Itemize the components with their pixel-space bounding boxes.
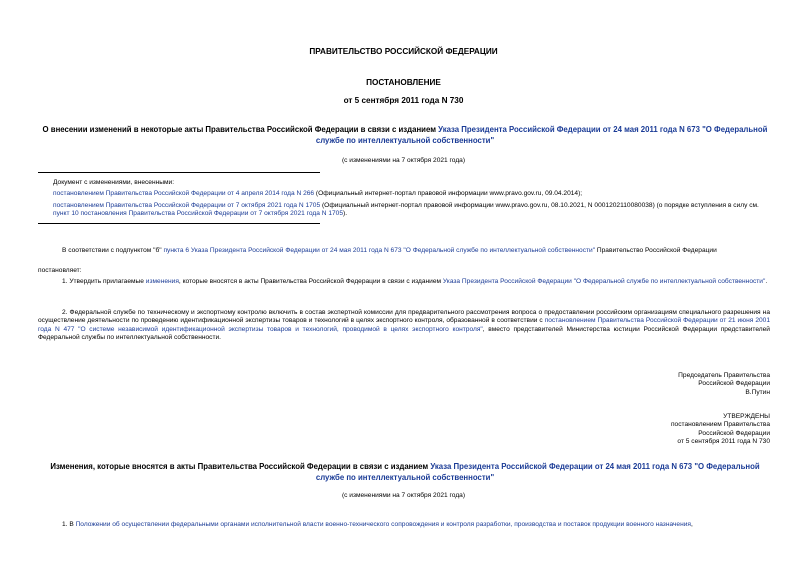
amend-line-2: постановлением Правительства Российской Федерации от 7 октября 2021 года N 1705 (Официальный интернет-портал правовой информации www.pravo.gov.ru, 08.10.2021, N 0001202110080038) (о порядке вступления в силу см. пункт 10 постановления Правительства Российской Федерации от 7 октября 2021 года N 1705). (53, 201, 759, 218)
approved-block: УТВЕРЖДЕНЫ постановлением Правительства Российской Федерации от 5 сентября 2011 года N 730 (670, 413, 770, 446)
amend-box-top-rule (38, 172, 320, 173)
preamble: В соответствии с подпунктом "б" пункта 6 Указа Президента Российской Федерации от 24 мая 2011 года N 673 "О Федеральной службе по интеллектуальной собственности" Правительство Российской Федерации (62, 247, 717, 254)
signature-block: Председатель Правительства Российской Федерации В.Путин (678, 372, 770, 396)
item-2: 2. Федеральной службе по техническому и экспортному контролю включить в состав экспертной комиссии для предварительного рассмотрения вопроса о предоставлении российским организациям специального разрешения на осуществление деятельности по проведению идентификационной экспертизы товаров и технологий в целях экспортного контроля, образованной в соответствии с постановлением Правительства Российской Федерации от 21 июня 2001 года N 477 "О системе независимой идентификационной экспертизы товаров и технологий, проводимой в целях экспортного контроля", вместо представителей Министерства юстиции Российской Федерации представителей Федеральной службы по интеллектуальной собственности. (38, 309, 770, 342)
government-title: ПРАВИТЕЛЬСТВО РОССИЙСКОЙ ФЕДЕРАЦИИ (309, 47, 498, 56)
amend-intro: Документ с изменениями, внесенными: (53, 179, 175, 186)
changes-p1-link[interactable]: Положении об осуществлении федеральными органами исполнительной власти военно-технического сопровождения и контроля разработки, производства и поставок продукции военного назначения (75, 521, 691, 528)
document-heading (40, 125, 770, 147)
revision-note: (с изменениями на 7 октября 2021 года) (341, 157, 466, 164)
heading-link[interactable]: Указа Президента Российской Федерации от 24 мая 2011 года N 673 "О Федеральной службе по интеллектуальной собственности" (315, 125, 768, 145)
item-1-link-decree[interactable]: Указа Президента Российской Федерации "О Федеральной службе по интеллектуальной собственности" (442, 278, 766, 285)
amend-box-bottom-rule (38, 223, 320, 224)
heading-text: О внесении изменений в некоторые акты Правительства Российской Федерации в связи с изданием (42, 125, 439, 134)
changes-heading: Изменения, которые вносятся в акты Правительства Российской Федерации в связи с изданием Указа Президента Российской Федерации от 24 мая 2011 года N 673 "О Федеральной службе по интеллектуальной собственности" (50, 462, 760, 482)
item-1: 1. Утвердить прилагаемые изменения, которые вносятся в акты Правительства Российской Федерации в связи с изданием Указа Президента Российской Федерации "О Федеральной службе по интеллектуальной собственности". (62, 278, 768, 285)
amendment-box (53, 179, 773, 219)
amend-link-2[interactable]: постановлением Правительства Российской Федерации от 7 октября 2021 года N 1705 (53, 201, 321, 209)
changes-revision-note: (с изменениями на 7 октября 2021 года) (341, 492, 466, 499)
amend-link-1[interactable]: постановлением Правительства Российской Федерации от 4 апреля 2014 года N 266 (53, 190, 315, 198)
document-date: от 5 сентября 2011 года N 730 (343, 96, 464, 105)
item-1-link-changes[interactable]: изменения (145, 278, 179, 285)
changes-paragraph-1: 1. В Положении об осуществлении федеральными органами исполнительной власти военно-технического сопровождения и контроля разработки, производства и поставок продукции военного назначения, (62, 521, 693, 528)
document-type: ПОСТАНОВЛЕНИЕ (366, 78, 441, 87)
decree-word: постановляет: (38, 267, 82, 274)
item-2-link[interactable]: постановлением Правительства Российской Федерации от 21 июня 2001 года N 477 "О системе независимой идентификационной экспертизы товаров и технологий, проводимой в целях экспортного контроля" (38, 317, 770, 333)
changes-heading-link[interactable]: Указа Президента Российской Федерации от 24 мая 2011 года N 673 "О Федеральной службе по интеллектуальной собственности" (315, 462, 760, 482)
preamble-link[interactable]: пункта 6 Указа Президента Российской Федерации от 24 мая 2011 года N 673 "О Федеральной службе по интеллектуальной собственности" (163, 247, 596, 254)
amend-line-1: постановлением Правительства Российской Федерации от 4 апреля 2014 года N 266 (Официальный интернет-портал правовой информации www.pravo.gov.ru, 09.04.2014); (53, 190, 583, 198)
amend-link-3[interactable]: пункт 10 постановления Правительства Российской Федерации от 7 октября 2021 года N 1705 (53, 210, 344, 218)
